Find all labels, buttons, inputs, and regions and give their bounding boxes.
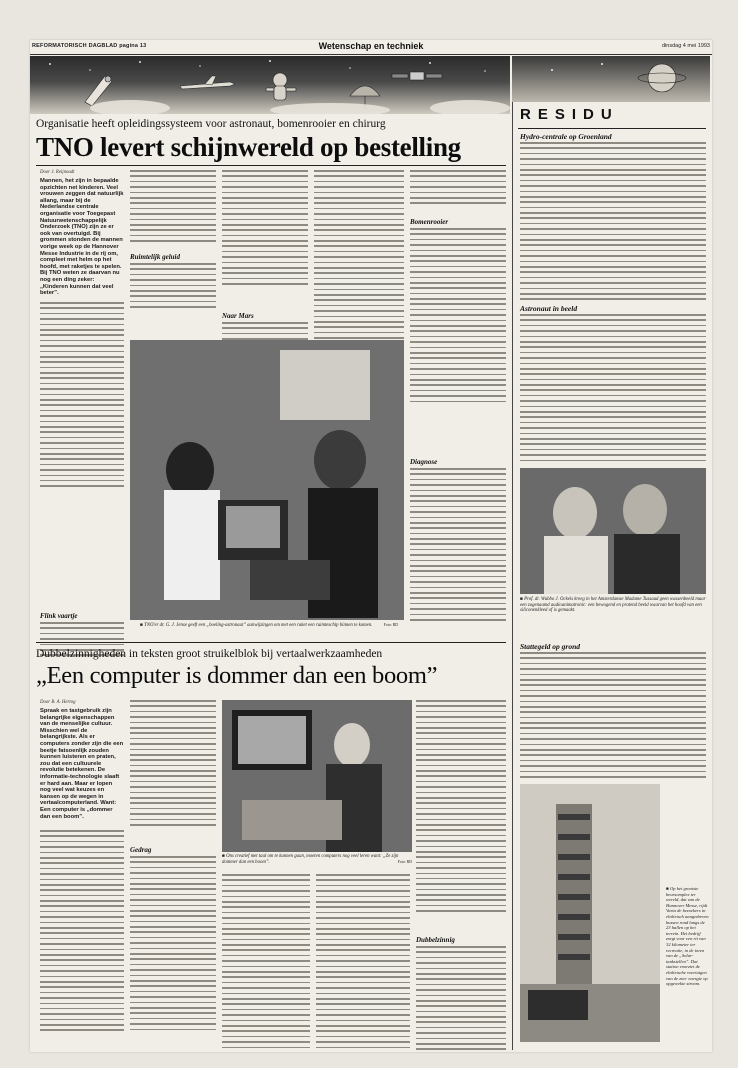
article2-caption-text: Ons creatief met taal om te kunnen gaan, moeten computers nog veel leren want: „Ze zijn dommer dan een boom”. — [222, 854, 399, 865]
sidebar-tower-caption — [666, 886, 710, 987]
subhead-flink-vaartje: Flink vaartje — [40, 612, 78, 620]
article2-col5b-text — [416, 946, 506, 1052]
article1-headline: TNO levert schijnwereld op bestelling — [36, 132, 461, 162]
article1-lead: Mannen, het zijn in bepaalde opzichten net kinderen. Veel vrouwen zeggen dat natuurlijk allang, maar bij de Nederlandse centrale organisatie voor Toegepast Natuurwetenschappelijk Onderzoek (TNO) zijn ze er ook van overtuigd. Bij grommen stonden de mannen vorige week op de Hannover Messe Industrie in de rij om, compleet met helm op het hoofd, met raketjes te spelen. Bij TNO weten ze daarvan nu nog een ding zeker: „Kinderen kunnen dat veel beter”. — [40, 178, 124, 297]
solar-tower-scene — [520, 784, 660, 1042]
article1-col5b-text — [410, 228, 506, 406]
section-title: Wetenschap en techniek — [318, 41, 424, 51]
article2-col1-text — [40, 830, 124, 1035]
sidebar-tower-caption-text: Op het grootste beursomplex ter wereld, dat van de Hannover Messe, rijdt Varta de bezoekers in elektrisch aangedreven bussen rond langs de 23 hallen op het terrein. Het bedrijf zorgt voor een rit van 32 kilometer ter recreatie, in de toren van de „Solar-tankstellen”. Dat station voorziet de elektrische voertuigen van de zon- energie op opgewekte stroom. — [666, 886, 709, 987]
sidebar-header-graphic — [512, 56, 710, 102]
article2-col2b-text — [130, 856, 216, 1034]
sidebar-photo-ockels — [520, 468, 706, 594]
sidebar-head-hydro: Hydro-centrale op Groenland — [520, 132, 612, 141]
article2-col2-text — [130, 700, 216, 829]
sidebar-text-astronaut — [520, 314, 706, 465]
article1-photo-vr-astronaut — [130, 340, 404, 620]
article1-photo-credit: Foto: RD — [383, 623, 398, 627]
sidebar-ockels-caption-text: Prof. dr. Wubbo J. Ockels kreeg in het Amsterdamse Madame Tussaud geen wassenbeeld maar een zogenaamd audioanimatronic: een bewogend en pratend beeld waarvan het hoofd van een siliconenkleed of is gemaakt. — [520, 597, 706, 614]
satellite-icon — [392, 72, 442, 80]
article1-kicker: Organisatie heeft opleidingssysteem voor astronaut, bomenrooier en chirurg — [36, 118, 386, 130]
article1-col2-text — [130, 170, 216, 245]
sidebar-head-stattegeld: Stattegeld op grond — [520, 642, 581, 651]
space-scene-graphic — [30, 56, 510, 114]
space-banner-illustration — [30, 56, 510, 114]
article1-col3-text — [222, 170, 308, 289]
article2-col3-text — [222, 874, 310, 1052]
astronaut-icon — [266, 73, 296, 100]
masthead-paper-name: REFORMATORISCH DAGBLAD pagina 13 — [32, 43, 147, 49]
article2-photo-computer — [222, 700, 412, 852]
sidebar-text-hydro — [520, 142, 706, 304]
subhead-gedrag: Gedrag — [130, 846, 152, 854]
newspaper-page — [30, 40, 712, 1052]
article1-col5c-text — [410, 468, 506, 624]
cloud-decoration-icon — [90, 100, 510, 114]
article2-kicker: Dubbelzinnigheden in teksten groot struikelblok bij vertaalwerkzaamheden — [36, 648, 383, 660]
article2-photo-caption — [222, 854, 412, 865]
article2-byline: Door B. A. Hertog — [40, 700, 76, 705]
subhead-bomenrooier: Bomenrooier — [410, 218, 449, 226]
caption-square-icon: ■ — [666, 886, 669, 891]
article2-col5-text — [416, 700, 506, 916]
subhead-diagnose: Diagnose — [410, 458, 438, 466]
masthead-date: dinsdag 4 mei 1993 — [661, 43, 710, 49]
subhead-naar-mars: Naar Mars — [222, 312, 254, 320]
sidebar-ockels-caption — [520, 597, 706, 614]
sidebar-text-stattegeld — [520, 652, 706, 781]
article2-photo-credit: Foto: RD — [397, 859, 412, 864]
article2-top-rule — [36, 642, 506, 643]
masthead — [30, 40, 712, 55]
sidebar-head-astronaut: Astronaut in beeld — [520, 304, 578, 313]
article1-photo-caption — [140, 623, 398, 629]
caption-square-icon: ■ — [520, 597, 523, 602]
computer-photo-scene — [222, 700, 412, 852]
caption-square-icon: ■ — [140, 623, 143, 628]
article2-lead: Spraak en tastgebruik zijn belangrijke eigenschappen van de menselijke cultuur. Misschien wel de belangrijkste. Als er computers zonder zijn die een beetje fatsoenlijk zouden kunnen luisteren en praten, zou dat een cultuurele revolutie betekenen. De informatie-technologie slaaft er hard aan. Maar er lopen nog veel wat keuzes en kansen op de wegen in vertaalcomputerland. Want: Een computer is „dommer dan een boom”. — [40, 708, 124, 820]
residu-rule — [518, 128, 706, 129]
article2-headline: „Een computer is dommer dan een boom” — [36, 662, 438, 689]
article1-byline: Door J. Reijnoudt — [40, 170, 75, 175]
caption-square-icon: ■ — [222, 854, 225, 859]
subhead-ruimtelijk-geluid: Ruimtelijk geluid — [130, 253, 180, 261]
article1-col4-text — [314, 170, 404, 348]
ockels-photo-scene — [520, 468, 706, 594]
article1-col2b-text — [130, 263, 216, 312]
sidebar-photo-solar-tower — [520, 784, 660, 1042]
article1-col5-text — [410, 170, 506, 208]
airplane-icon — [180, 76, 235, 89]
planet-graphic — [512, 56, 710, 102]
residu-title: RESIDU — [520, 106, 619, 123]
article1-col1-text — [40, 302, 124, 491]
headline-rule — [36, 165, 506, 166]
photo-scene — [130, 340, 404, 620]
subhead-dubbelzinnig: Dubbelzinnig — [416, 936, 455, 944]
article2-col4-text — [316, 874, 410, 1052]
article1-caption-text: TNO'er dr. G. J. Jense geeft een „boeling-astronaut” aanwijzingen om met een raket een ruimteschip binnen te komen. — [144, 623, 373, 628]
